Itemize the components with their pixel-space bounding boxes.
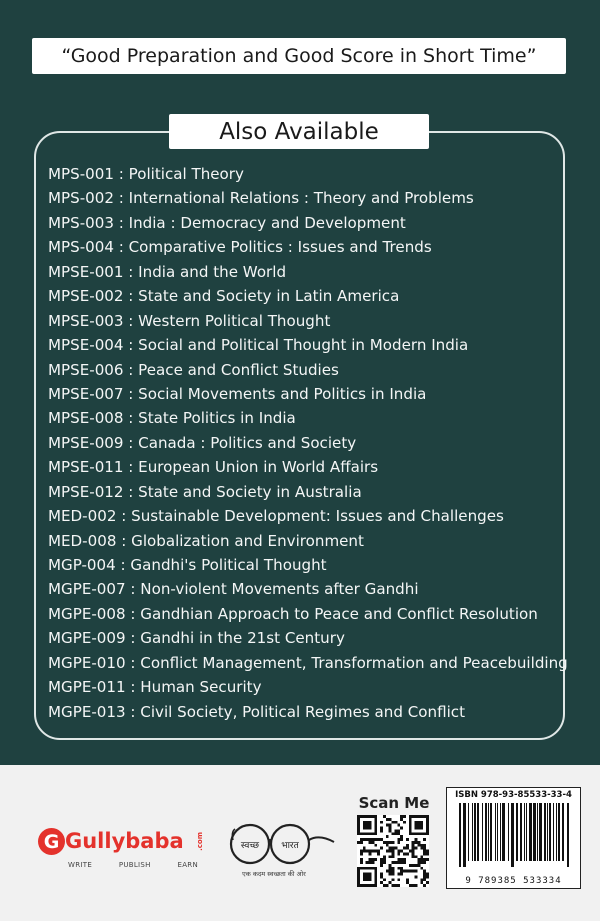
course-item: MPSE-003 : Western Political Thought [48,311,331,330]
barcode-digits: 9 789385 533334 [465,876,562,886]
scan-me-label: Scan Me [358,794,430,812]
swachh-bharat-logo [224,820,336,884]
isbn-barcode [446,787,581,889]
course-item: MPSE-012 : State and Society in Australia [48,482,362,501]
course-item: MGP-004 : Gandhi's Political Thought [48,556,327,574]
course-item: MGPE-009 : Gandhi in the 21st Century [48,629,345,648]
course-item: MGPE-007 : Non-violent Movements after Gandhi [48,580,419,599]
course-item: MPS-001 : Political Theory [48,165,244,183]
course-list [48,162,568,724]
course-item: MPSE-009 : Canada : Politics and Society [48,433,357,452]
course-item: MED-008 : Globalization and Environment [48,531,364,550]
also-available-heading: Also Available [169,114,429,149]
course-item: MPS-004 : Comparative Politics : Issues and Trends [48,238,432,257]
course-item: MPS-003 : India : Democracy and Development [48,213,406,232]
barcode-icon [453,803,575,873]
course-item: MPSE-006 : Peace and Conflict Studies [48,360,339,379]
tag-earn: EARN [177,861,198,869]
course-item: MPSE-011 : European Union in World Affairs [48,458,379,477]
spectacles-icon [224,820,336,868]
gullybaba-domain: .com [196,832,204,851]
course-item: MGPE-008 : Gandhian Approach to Peace and Conflict Resolution [48,604,538,623]
swachh-right-word: भारत [281,841,299,851]
tagline-banner: “Good Preparation and Good Score in Short Time” [32,38,566,74]
tag-publish: PUBLISH [118,861,151,869]
course-item: MPSE-002 : State and Society in Latin America [48,287,400,306]
gullybaba-wordmark: Gullybaba [65,829,184,853]
course-item: MED-002 : Sustainable Development: Issues and Challenges [48,507,504,526]
isbn-label: ISBN 978-93-85533-33-4 [455,790,572,800]
tag-write: WRITE [68,861,93,869]
course-item: MPSE-004 : Social and Political Thought in Modern India [48,336,469,355]
gullybaba-tags [68,861,198,869]
course-item: MPSE-008 : State Politics in India [48,409,296,428]
course-item: MGPE-013 : Civil Society, Political Regimes and Conflict [48,702,465,721]
swachh-tagline: एक कदम स्वच्छता की ओर [242,870,306,878]
gullybaba-g-icon: G [38,828,65,855]
qr-code-icon [357,815,429,887]
course-item: MGPE-011 : Human Security [48,678,262,697]
course-item: MPSE-001 : India and the World [48,262,287,281]
course-item: MGPE-010 : Conflict Management, Transformation and Peacebuilding [48,653,568,672]
gullybaba-logo [38,826,204,874]
course-item: MPS-002 : International Relations : Theory and Problems [48,189,474,208]
swachh-left-word: स्वच्छ [240,841,260,851]
course-item: MPSE-007 : Social Movements and Politics in India [48,384,427,403]
